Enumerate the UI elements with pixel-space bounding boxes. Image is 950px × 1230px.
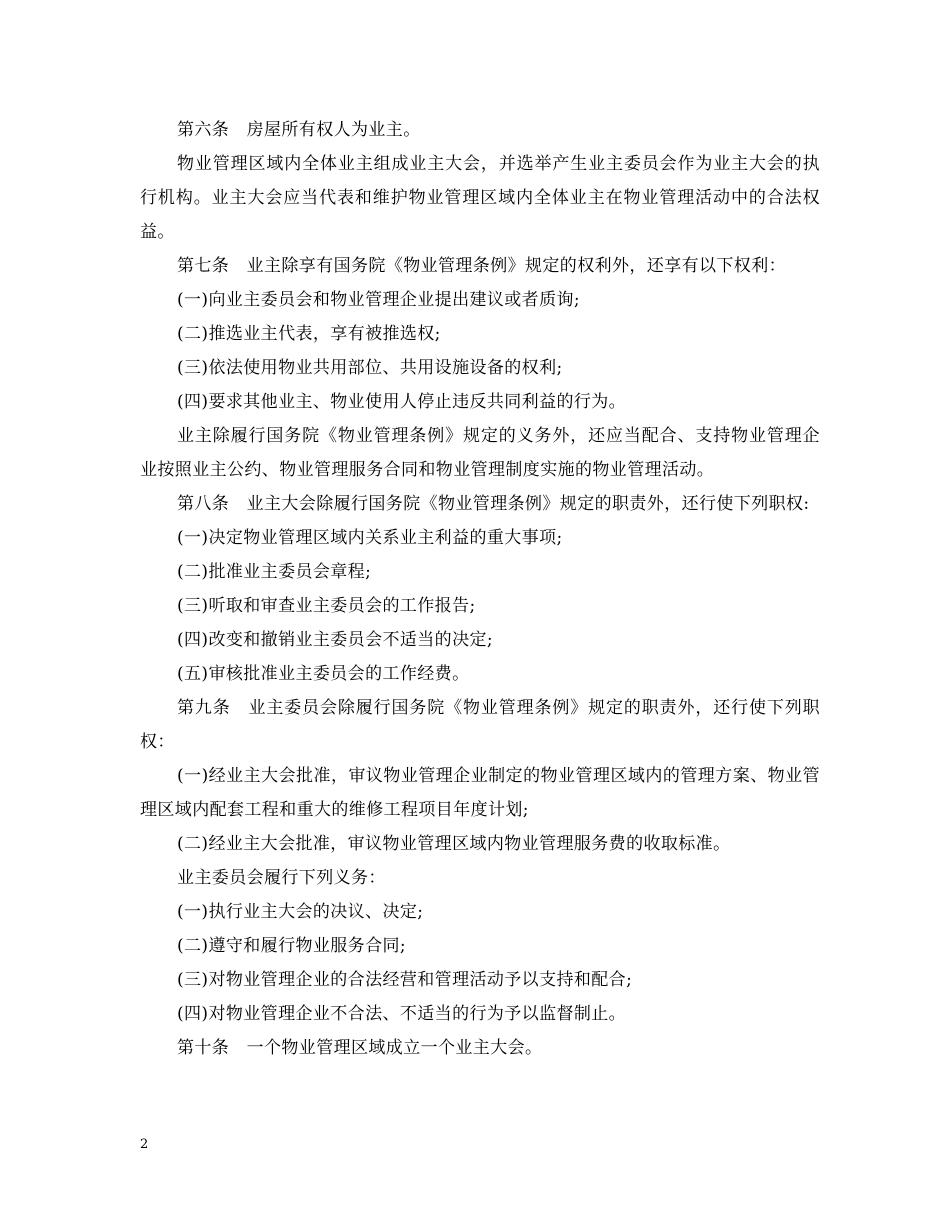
article-8-item-5: (五)审核批准业主委员会的工作经费。	[177, 664, 470, 684]
article-9-duty-2: (二)遵守和履行物业服务合同;	[177, 936, 406, 956]
article-7-heading: 第七条 业主除享有国务院《物业管理条例》规定的权利外，还享有以下权利：	[177, 256, 786, 276]
article-10-heading: 第十条 一个物业管理区域成立一个业主大会。	[177, 1038, 543, 1058]
article-9-duty-3: (三)对物业管理企业的合法经营和管理活动予以支持和配合;	[177, 970, 633, 990]
article-9-heading: 第九条 业主委员会除履行国务院《物业管理条例》规定的职责外，还行使下列职权：	[140, 698, 820, 752]
article-9-item-2: (二)经业主大会批准，审议物业管理区域内物业管理服务费的收取标准。	[177, 834, 731, 854]
article-9-duties-heading: 业主委员会履行下列义务：	[177, 868, 386, 888]
article-7-paragraph: 业主除履行国务院《物业管理条例》规定的义务外，还应当配合、支持物业管理企业按照业主公约、物业管理服务合同和物业管理制度实施的物业管理活动。	[140, 426, 820, 480]
article-8-item-1: (一)决定物业管理区域内关系业主利益的重大事项;	[177, 528, 563, 548]
article-8-item-2: (二)批准业主委员会章程;	[177, 562, 372, 582]
article-6-heading: 第六条 房屋所有权人为业主。	[177, 120, 421, 140]
article-9-duty-4: (四)对物业管理企业不合法、不适当的行为予以监督制止。	[177, 1004, 627, 1024]
article-8-heading: 第八条 业主大会除履行国务院《物业管理条例》规定的职责外，还行使下列职权:	[177, 494, 810, 514]
article-7-item-4: (四)要求其他业主、物业使用人停止违反共同利益的行为。	[177, 392, 627, 412]
article-9-duty-1: (一)执行业主大会的决议、决定;	[177, 902, 424, 922]
document-body	[140, 113, 820, 1065]
article-8-item-4: (四)改变和撤销业主委员会不适当的决定;	[177, 630, 493, 650]
article-7-item-2: (二)推选业主代表，享有被推选权;	[177, 324, 441, 344]
article-7-item-1: (一)向业主委员会和物业管理企业提出建议或者质询;	[177, 290, 580, 310]
article-7-item-3: (三)依法使用物业共用部位、共用设施设备的权利;	[177, 358, 563, 378]
page-number: 2	[140, 1137, 149, 1152]
article-6-paragraph: 物业管理区域内全体业主组成业主大会，并选举产生业主委员会作为业主大会的执行机构。业主大会应当代表和维护物业管理区域内全体业主在物业管理活动中的合法权益。	[140, 154, 820, 242]
article-8-item-3: (三)听取和审查业主委员会的工作报告;	[177, 596, 476, 616]
article-9-item-1: (一)经业主大会批准，审议物业管理企业制定的物业管理区域内的管理方案、物业管理区域内配套工程和重大的维修工程项目年度计划;	[140, 766, 820, 820]
